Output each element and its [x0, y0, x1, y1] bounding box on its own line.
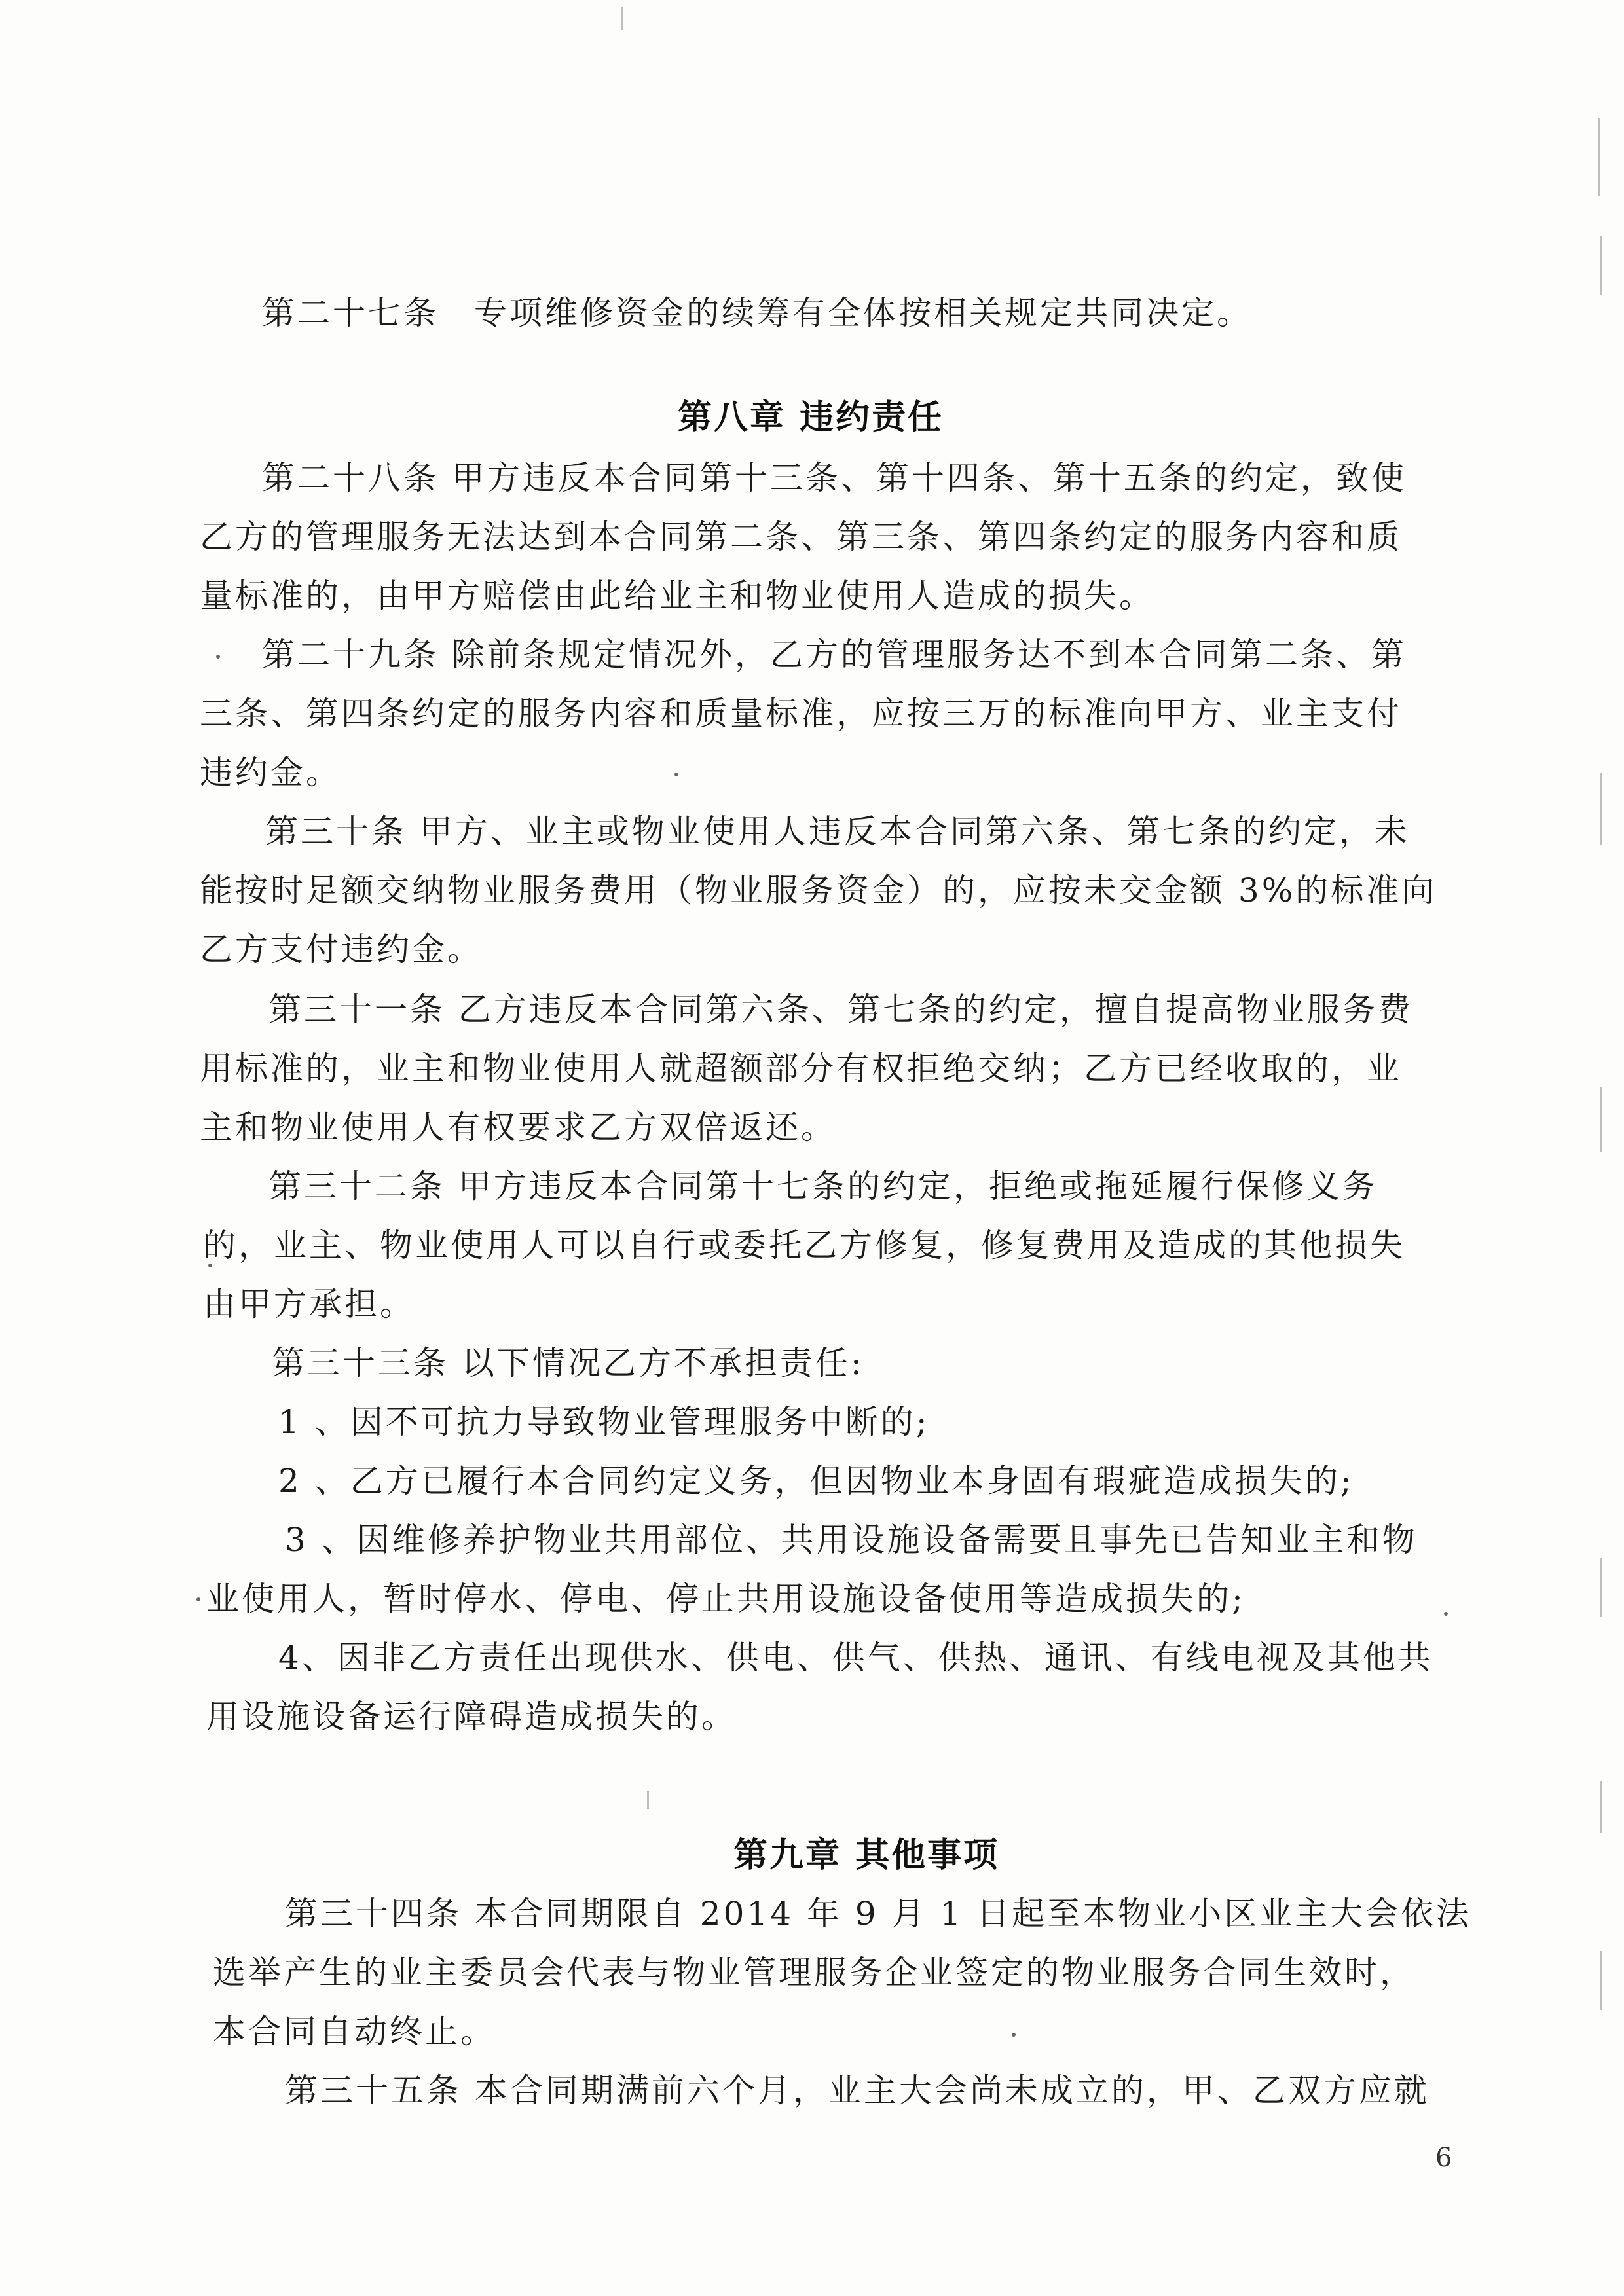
article-34-line-3: 本合同自动终止。 [213, 2013, 496, 2050]
article-33-item-3: 3 、因维修养护物业共用部位、共用设施设备需要且事先已告知业主和物 [285, 1521, 1418, 1559]
article-34-line-2: 选举产生的业主委员会代表与物业管理服务企业签定的物业服务合同生效时， [213, 1954, 1415, 1992]
scan-edge-mark [647, 1791, 649, 1809]
article-33-item-1: 1 、因不可抗力导致物业管理服务中断的; [278, 1403, 930, 1441]
chapter-9-title: 第九章 其他事项 [733, 1836, 1000, 1875]
article-30-line-3: 乙方支付违约金。 [200, 930, 483, 968]
scan-speck [1444, 1612, 1448, 1616]
article-31-line-1: 第三十一条 乙方违反本合同第六条、第七条的约定，擅自提高物业服务费 [268, 991, 1413, 1029]
scan-edge-mark [1600, 1558, 1602, 1617]
chapter-8-title: 第八章 违约责任 [678, 398, 944, 437]
scan-edge-mark [1598, 118, 1600, 196]
scan-speck [196, 1597, 200, 1601]
article-34-line-1: 第三十四条 本合同期限自 2014 年 9 月 1 日起至本物业小区业主大会依法 [285, 1895, 1472, 1933]
article-28-line-2: 乙方的管理服务无法达到本合同第二条、第三条、第四条约定的服务内容和质 [200, 518, 1402, 556]
article-32-line-3: 由甲方承担。 [203, 1285, 415, 1323]
scan-edge-mark [1600, 1087, 1602, 1152]
article-28-line-1: 第二十八条 甲方违反本合同第十三条、第十四条、第十五条的约定，致使 [262, 459, 1407, 497]
scan-edge-mark [1600, 773, 1602, 845]
article-28-line-3: 量标准的，由甲方赔偿由此给业主和物业使用人造成的损失。 [200, 577, 1154, 615]
article-33-item-2: 2 、乙方已履行本合同约定义务，但因物业本身固有瑕疵造成损失的; [278, 1462, 1354, 1500]
article-29-line-1: 第二十九条 除前条规定情况外，乙方的管理服务达不到本合同第二条、第 [262, 636, 1407, 674]
article-35-line-1: 第三十五条 本合同期满前六个月，业主大会尚未成立的，甲、乙双方应就 [285, 2071, 1430, 2109]
article-30-line-1: 第三十条 甲方、业主或物业使用人违反本合同第六条、第七条的约定，未 [265, 812, 1410, 850]
article-30-line-2: 能按时足额交纳物业服务费用（物业服务资金）的，应按未交金额 3%的标准向 [200, 871, 1437, 909]
scan-speck [1012, 2033, 1016, 2037]
article-31-line-2: 用标准的，业主和物业使用人就超额部分有权拒绝交纳；乙方已经收取的，业 [200, 1049, 1402, 1087]
article-29-line-2: 三条、第四条约定的服务内容和质量标准，应按三万的标准向甲方、业主支付 [200, 695, 1402, 733]
scan-edge-mark [1600, 1951, 1602, 2010]
page-number: 6 [1435, 2143, 1452, 2173]
article-33-item-4-cont: 用设施设备运行障碍造成损失的。 [206, 1698, 737, 1736]
article-32-line-2: 的，业主、物业使用人可以自行或委托乙方修复，修复费用及造成的其他损失 [203, 1226, 1405, 1264]
article-27: 第二十七条 专项维修资金的续筹有全体按相关规定共同决定。 [262, 294, 1252, 332]
scan-edge-mark [1600, 236, 1602, 295]
scan-edge-mark [1600, 1781, 1602, 1833]
article-33-intro: 第三十三条 以下情况乙方不承担责任: [272, 1344, 864, 1382]
scan-speck [674, 773, 678, 776]
article-32-line-1: 第三十二条 甲方违反本合同第十七条的约定，拒绝或拖延履行保修义务 [268, 1167, 1378, 1205]
article-31-line-3: 主和物业使用人有权要求乙方双倍返还。 [200, 1108, 836, 1146]
scan-speck [216, 655, 220, 659]
scan-edge-mark [621, 7, 623, 30]
article-29-line-3: 违约金。 [200, 754, 341, 792]
article-33-item-3-cont: 业使用人，暂时停水、停电、停止共用设施设备使用等造成损失的; [206, 1580, 1246, 1618]
article-33-item-4: 4、因非乙方责任出现供水、供电、供气、供热、通讯、有线电视及其他共 [278, 1639, 1433, 1677]
